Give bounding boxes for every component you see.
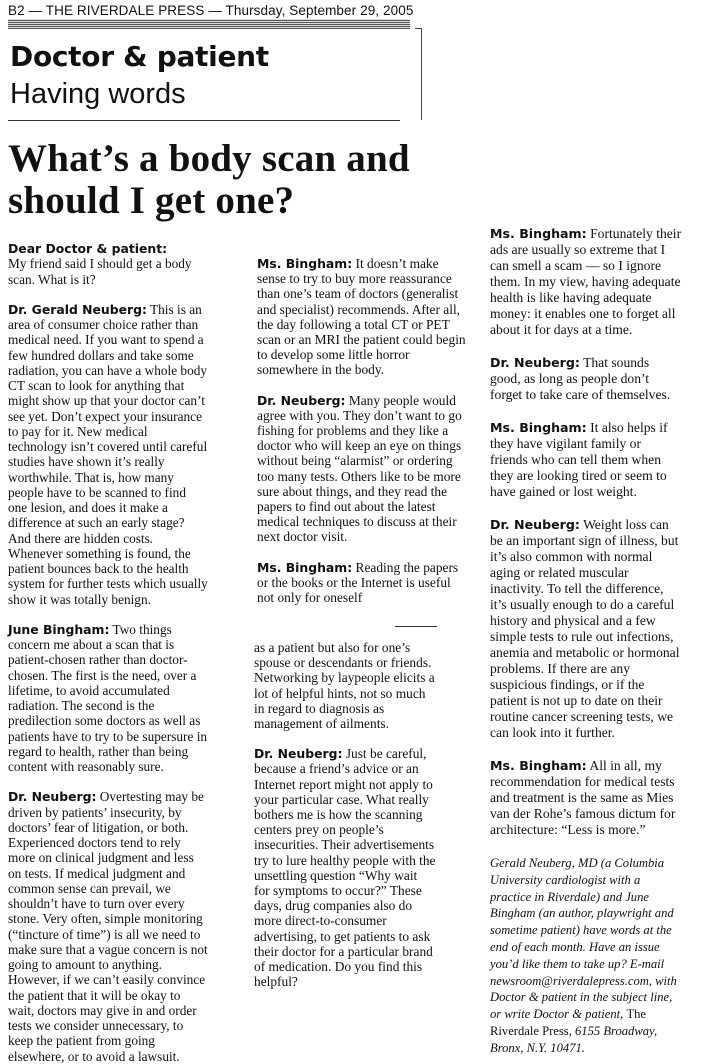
paragraph-text: as a patient but also for one’s spouse or descendants or friends. Networking by laypeople elicits a lot of helpful hints, not so much in regard to diagnosis as management of ailments. xyxy=(254,640,435,732)
author-bio xyxy=(490,855,682,1057)
answer xyxy=(257,256,467,378)
answer xyxy=(257,393,467,545)
answer xyxy=(490,355,682,403)
column-2-bottom xyxy=(254,640,436,989)
column-3 xyxy=(490,226,682,1057)
headline: What’s a body scan and should I get one? xyxy=(8,137,410,222)
page-folio: B2 — THE RIVERDALE PRESS — Thursday, September 29, 2005 xyxy=(8,3,414,18)
column-2-top xyxy=(257,256,467,605)
speaker-lead: Dr. Neuberg: xyxy=(254,746,343,762)
speaker-lead: Dr. Neuberg: xyxy=(8,789,97,805)
speaker-lead: Ms. Bingham: xyxy=(490,226,587,241)
question xyxy=(8,241,208,287)
paragraph-text: It also helps if they have vigilant family or friends who can tell them when they are looking tired or seem to have gained or lost weight. xyxy=(490,420,668,499)
bio-text: Gerald Neuberg, MD (a Columbia University cardiologist with a practice in Riverdale) and June Bingham (an author, playwright and sometime patient) have words at the end of each month. Have an issue you’d like them to take up? E-mail newsroom@riverdalepress.com, with Doctor & patient in the subject line, or write Doctor & patient, xyxy=(490,856,677,1022)
paragraph-text: It doesn’t make sense to try to buy more reassurance than one’s team of doctors (generalist and specialist) recommends. After all, the day following a total CT or PET scan or an MRI the patient could begin to develop some little horror somewhere in the body. xyxy=(257,256,466,378)
column-title: Doctor & patient xyxy=(10,40,269,73)
answer xyxy=(490,420,682,500)
answer xyxy=(8,622,208,775)
speaker-lead: Ms. Bingham: xyxy=(490,758,587,773)
folio-rule xyxy=(8,19,410,29)
answer xyxy=(8,789,208,1064)
speaker-lead: Dr. Neuberg: xyxy=(490,517,580,532)
speaker-lead: Ms. Bingham: xyxy=(490,420,587,435)
paragraph-text: My friend said I should get a body scan. What is it? xyxy=(8,256,192,287)
bio-address: The Riverdale Press, xyxy=(490,1007,647,1038)
paragraph-text: Overtesting may be driven by patients’ insecurity, by doctors’ fear of litigation, or both. Experienced doctors tend to rely more on clinical judgment and less on tests. If medical judgment and common sense can prevail, we shouldn’t have to turn over every stone. Very often, simple monitoring (“tincture of time”) is all we need to make sure that a vague concern is not going to amount to anything. However, if we can’t easily convince the patient that it will be okay to wait, doctors may give in and order tests we consider unnecessary, to keep the patient from going elsewhere, or to avoid a lawsuit. xyxy=(8,789,208,1064)
bio-address-line: 6155 Broadway, Bronx, N.Y. 10471. xyxy=(490,1023,658,1055)
speaker-lead: Dear Doctor & patient: xyxy=(8,241,168,256)
speaker-lead: Ms. Bingham: xyxy=(257,559,353,575)
vertical-rule xyxy=(421,28,422,120)
answer xyxy=(254,746,436,989)
column-1 xyxy=(8,241,208,1064)
answer xyxy=(490,226,682,338)
answer xyxy=(8,302,208,607)
paragraph-text: Fortunately their ads are usually so extreme that I can smell a scam — so I ignore them. In my view, having adequate health is like having adequate money: it enables one to forget all about it for days at a time. xyxy=(490,226,682,337)
paragraph-text: Many people would agree with you. They don’t want to go fishing for problems and they like a doctor who will keep an eye on things without being “alarmist” or ordering too many tests. Others like to be more sure about things, and they read the papers to find out about the latest medical techniques to discuss at their next doctor visit. xyxy=(257,392,462,545)
section-rule xyxy=(395,626,437,627)
header-rule xyxy=(8,120,400,121)
answer xyxy=(490,517,682,741)
answer-continued xyxy=(254,640,436,731)
paragraph-text: This is an area of consumer choice rather than medical need. If you want to spend a few hundred dollars and take some radiation, you can have a whole body CT scan to look for anything that might show up that your doctor can’t see yet. Don’t expect your insurance to pay for it. New medical technology isn’t covered until careful studies have shown it’s really worthwhile. That is, how many people have to be scanned to find one lesion, and does it make a difference at such an early stage? And there are hidden costs. Whenever something is found, the patient bounces back to the health system for further tests which usually show it was totally benign. xyxy=(8,301,208,607)
speaker-lead: Dr. Gerald Neuberg: xyxy=(8,301,147,317)
paragraph-text: That sounds good, as long as people don’t forget to take care of themselves. xyxy=(490,355,671,402)
paragraph-text: Just be careful, because a friend’s advice or an Internet report might not apply to your particular case. What really bothers me is how the scanning centers prey on people’s insecurities. Their advertisements try to lure healthy people with the unsettling question “Why wait for symptoms to occur?” These days, drug companies also do more direct-to-consumer advertising, to get patients to ask their doctor for a particular brand of medication. Do you find this helpful? xyxy=(254,746,436,990)
answer xyxy=(490,758,682,838)
speaker-lead: June Bingham: xyxy=(8,621,110,637)
answer xyxy=(257,560,467,606)
paragraph-text: Weight loss can be an important sign of illness, but it’s also common with normal aging or related muscular inactivity. To tell the difference, it’s usually enough to do a careful history and physical and a few simple tests to rule out infections, anemia and metabolic or hormonal problems. If there are any suspicious findings, or if the patient is not up to date on their routine cancer screening tests, we can look into it further. xyxy=(490,517,680,740)
column-subtitle: Having words xyxy=(10,78,186,110)
paragraph-text: Reading the papers or the books or the Internet is useful not only for oneself xyxy=(257,559,459,606)
paragraph-text: All in all, my recommendation for medical tests and treatment is the same as Mies van der Rohe’s famous dictum for architecture: “Less is more.” xyxy=(490,758,676,837)
paragraph-text: Two things concern me about a scan that is patient-chosen rather than doctor-chosen. The first is the need, over a lifetime, to avoid accumulated radiation. The second is the predilection some doctors as well as patients have to try to be supersure in regard to health, rather than being content with reasonably sure. xyxy=(8,621,208,774)
speaker-lead: Dr. Neuberg: xyxy=(490,355,580,370)
speaker-lead: Dr. Neuberg: xyxy=(257,392,346,408)
speaker-lead: Ms. Bingham: xyxy=(257,256,353,271)
